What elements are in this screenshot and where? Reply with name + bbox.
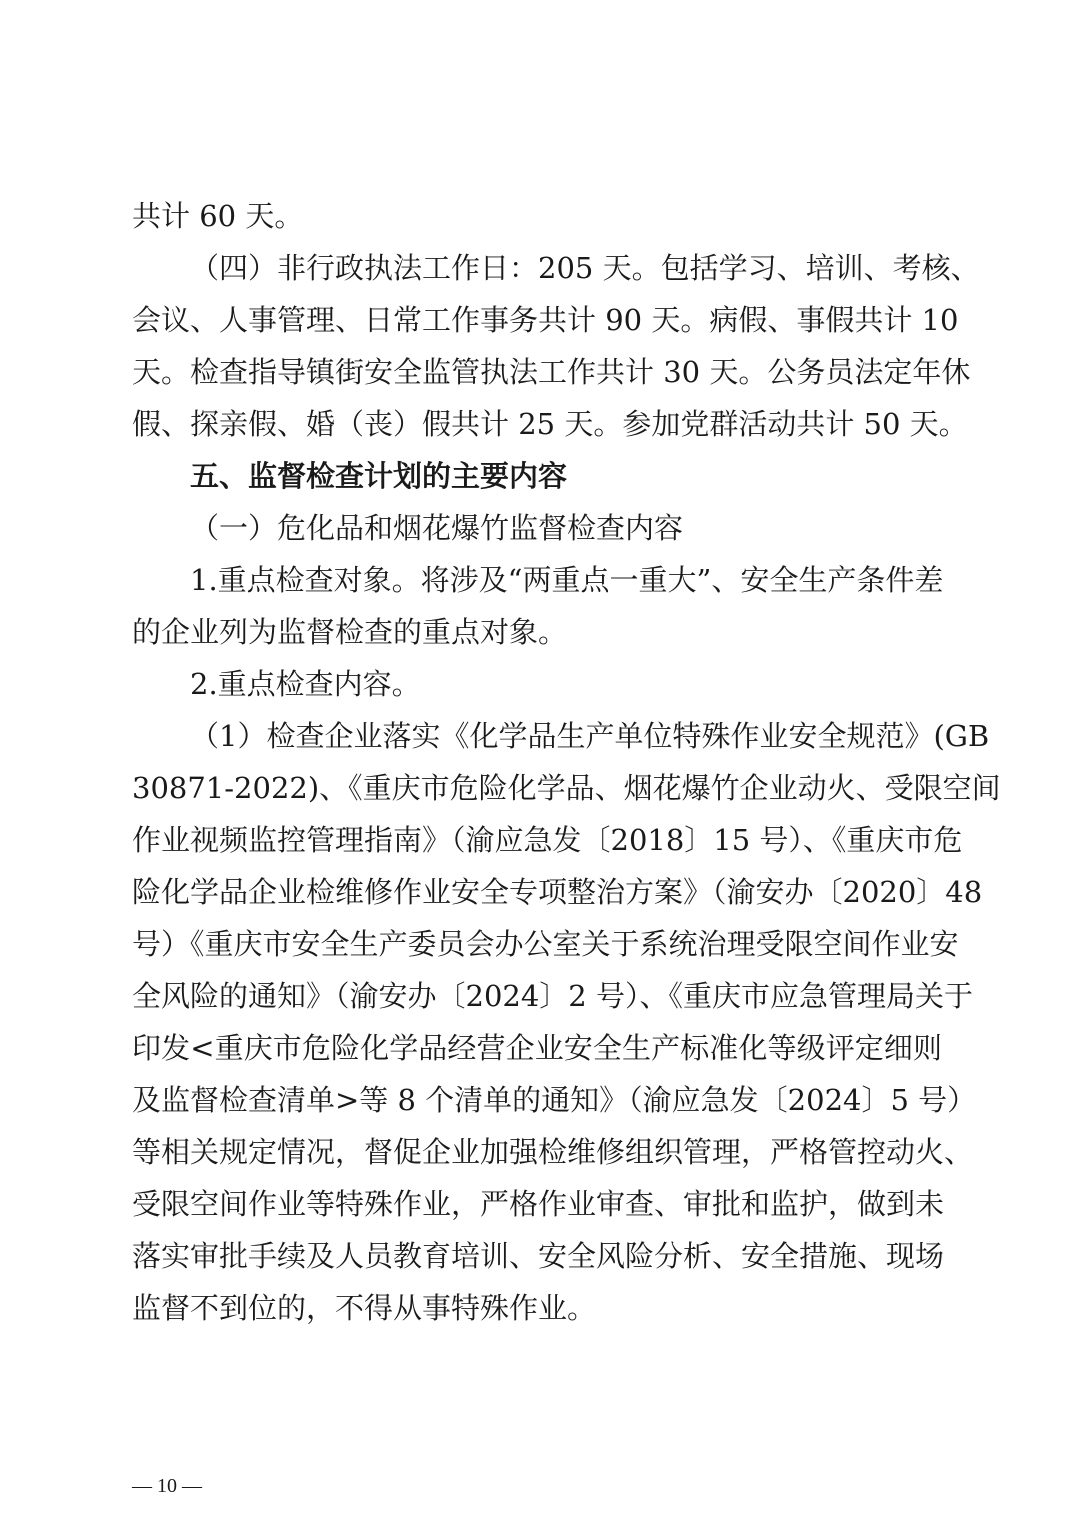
text-line: 2.重点检查内容。 (190, 667, 421, 701)
text-line: 监督不到位的，不得从事特殊作业。 (132, 1291, 597, 1325)
text-line: 印发<重庆市危险化学品经营企业安全生产标准化等级评定细则 (132, 1031, 942, 1065)
page-number: — 10 — (132, 1475, 202, 1497)
text-line: （1）检查企业落实《化学品生产单位特殊作业安全规范》(GB (190, 719, 990, 753)
text-line: 全风险的通知》（渝安办〔2024〕2 号）、《重庆市应急管理局关于 (132, 979, 973, 1013)
text-line: 1.重点检查对象。将涉及“两重点一重大”、安全生产条件差 (190, 563, 944, 597)
text-line: 险化学品企业检维修作业安全专项整治方案》（渝安办〔2020〕48 (132, 875, 983, 909)
text-line: 会议、人事管理、日常工作事务共计 90 天。病假、事假共计 10 (132, 303, 959, 337)
text-line: 及监督检查清单>等 8 个清单的通知》（渝应急发〔2024〕5 号） (132, 1083, 977, 1117)
text-line: 的企业列为监督检查的重点对象。 (132, 615, 568, 649)
document-body (132, 190, 1001, 1334)
text-line: 假、探亲假、婚（丧）假共计 25 天。参加党群活动共计 50 天。 (132, 407, 968, 441)
text-line: 天。检查指导镇街安全监管执法工作共计 30 天。公务员法定年休 (132, 355, 971, 389)
text-line: 共计 60 天。 (132, 199, 304, 233)
text-line: （四）非行政执法工作日：205 天。包括学习、培训、考核、 (190, 251, 980, 285)
text-line: 作业视频监控管理指南》（渝应急发〔2018〕15 号）、《重庆市危 (132, 823, 963, 857)
text-line: 受限空间作业等特殊作业，严格作业审查、审批和监护，做到未 (132, 1187, 945, 1221)
text-line: 30871-2022)、《重庆市危险化学品、烟花爆竹企业动火、受限空间 (132, 771, 1001, 805)
text-line: 落实审批手续及人员教育培训、安全风险分析、安全措施、现场 (132, 1239, 945, 1273)
subsection-heading: （一）危化品和烟花爆竹监督检查内容 (190, 511, 684, 545)
section-heading: 五、监督检查计划的主要内容 (190, 459, 568, 493)
text-line: 等相关规定情况，督促企业加强检维修组织管理，严格管控动火、 (132, 1135, 974, 1169)
text-line: 号）《重庆市安全生产委员会办公室关于系统治理受限空间作业安 (132, 927, 959, 961)
